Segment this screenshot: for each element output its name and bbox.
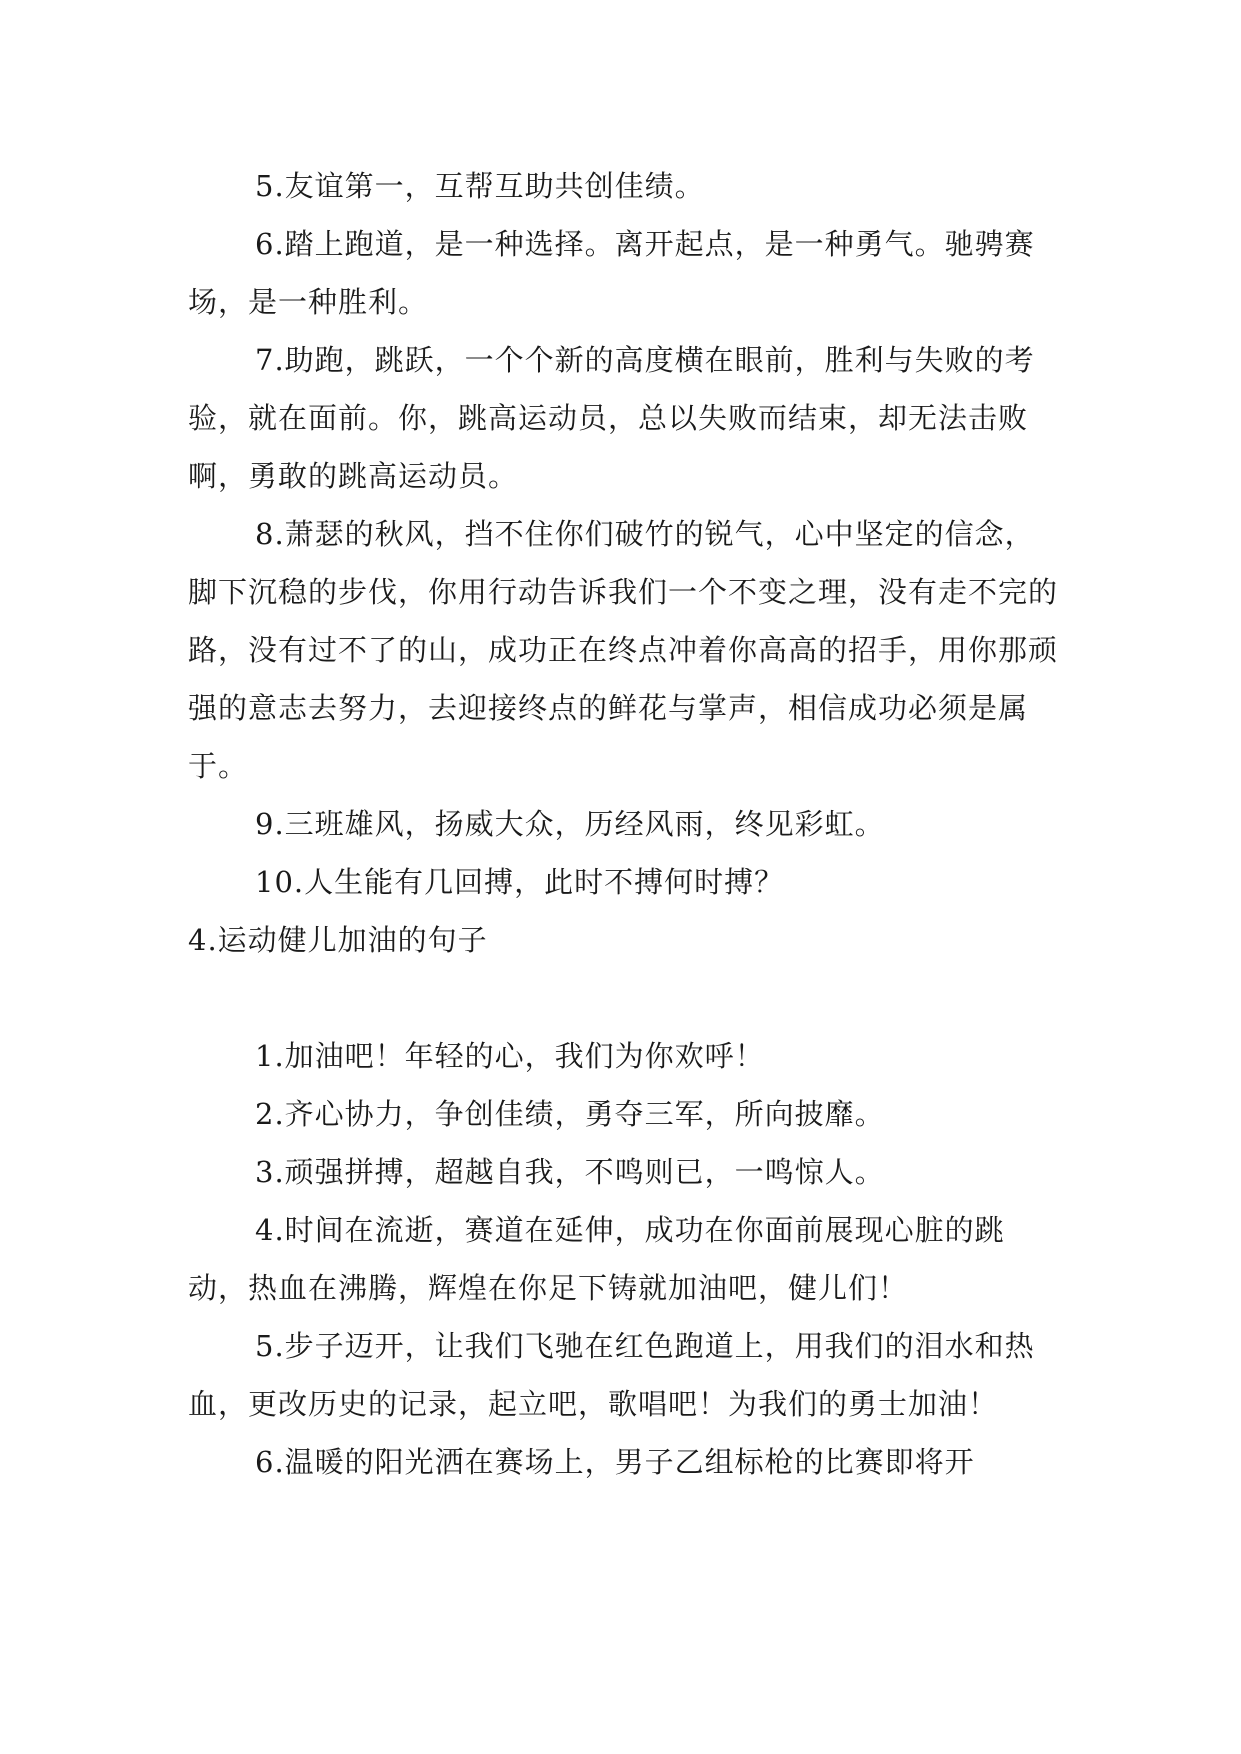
paragraph-b-1: 1.加油吧！年轻的心，我们为你欢呼！ bbox=[255, 1039, 765, 1073]
paragraph-b-3: 3.顽强拼搏，超越自我，不鸣则已，一鸣惊人。 bbox=[255, 1155, 885, 1189]
paragraph-b-2: 2.齐心协力，争创佳绩，勇夺三军，所向披靡。 bbox=[255, 1097, 885, 1131]
paragraph-a-9: 9.三班雄风，扬威大众，历经风雨，终见彩虹。 bbox=[255, 807, 885, 841]
document-content bbox=[188, 157, 1058, 1491]
paragraph-a-6: 6.踏上跑道，是一种选择。离开起点，是一种勇气。驰骋赛场，是一种胜利。 bbox=[188, 227, 1035, 319]
blank-line bbox=[188, 969, 1058, 1027]
section-heading: 4.运动健儿加油的句子 bbox=[188, 923, 488, 957]
paragraph-a-10: 10.人生能有几回搏，此时不搏何时搏？ bbox=[255, 865, 785, 899]
paragraph-a-8: 8.萧瑟的秋风，挡不住你们破竹的锐气，心中坚定的信念，脚下沉稳的步伐，你用行动告诉我们一个不变之理，没有走不完的路，没有过不了的山，成功正在终点冲着你高高的招手，用你那顽强的意志去努力，去迎接终点的鲜花与掌声，相信成功必须是属于。 bbox=[188, 517, 1059, 783]
paragraph-b-5: 5.步子迈开，让我们飞驰在红色跑道上，用我们的泪水和热血，更改历史的记录，起立吧，歌唱吧！为我们的勇士加油！ bbox=[188, 1329, 1035, 1421]
paragraph-b-6: 6.温暖的阳光洒在赛场上，男子乙组标枪的比赛即将开 bbox=[255, 1445, 975, 1479]
paragraph-b-4: 4.时间在流逝，赛道在延伸，成功在你面前展现心脏的跳动，热血在沸腾，辉煌在你足下铸就加油吧，健儿们！ bbox=[188, 1213, 1005, 1305]
paragraph-a-7: 7.助跑，跳跃，一个个新的高度横在眼前，胜利与失败的考验，就在面前。你，跳高运动员，总以失败而结束，却无法击败啊，勇敢的跳高运动员。 bbox=[188, 343, 1035, 493]
paragraph-a-5: 5.友谊第一，互帮互助共创佳绩。 bbox=[255, 169, 705, 203]
